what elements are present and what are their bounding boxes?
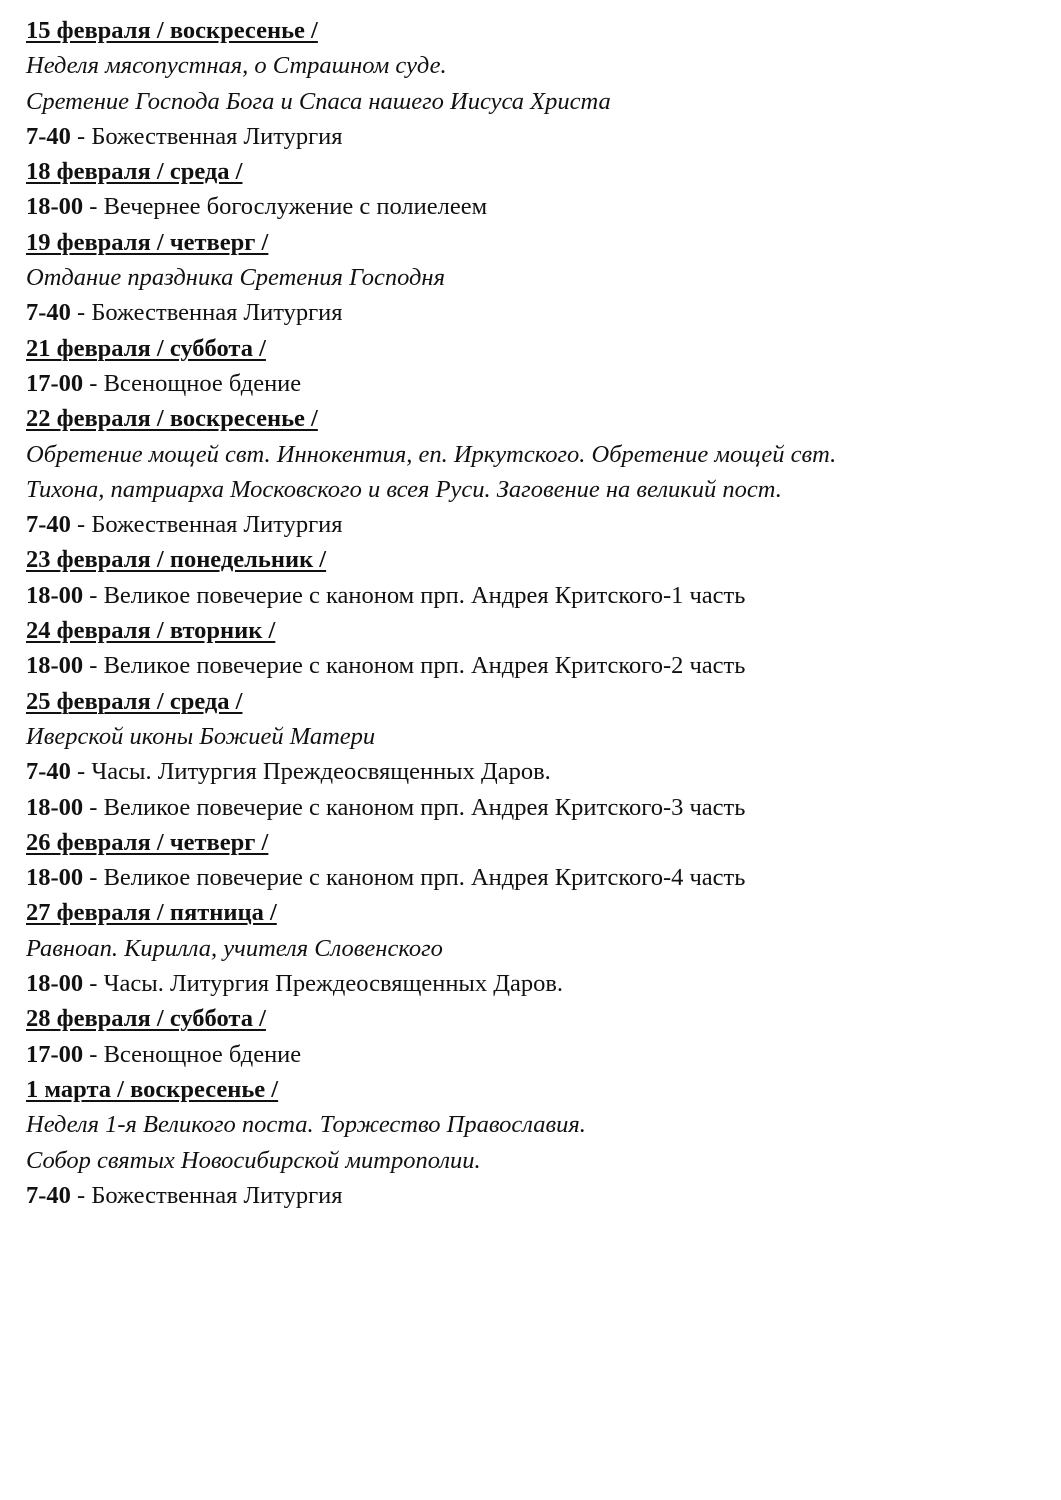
feast-description: Равноап. Кирилла, учителя Словенского [26,934,443,962]
date-heading: 15 февраля / воскресенье / [26,17,318,44]
service-time: 18-00 [26,652,84,680]
date-heading: 19 февраля / четверг / [26,228,269,256]
service-separator: - [83,369,104,397]
date-heading: 25 февраля / среда / [26,687,243,715]
service-time: 18-00 [26,193,84,221]
feast-description: Неделя 1-я Великого поста. Торжество Православия. [26,1111,586,1139]
service-title: Всенощное бдение [103,369,302,397]
service-line [26,790,1041,825]
service-line [26,1178,1041,1213]
day-entry [26,825,1041,896]
feast-description: Собор святых Новосибирской митрополии. [26,1146,481,1174]
day-entry [26,225,1041,331]
day-entry [26,895,1041,1001]
service-time: 18-00 [26,864,84,892]
service-line [26,754,1041,789]
service-time: 7-40 [26,122,71,150]
service-separator: - [70,1181,92,1209]
service-time: 7-40 [26,511,71,539]
feast-description: Сретение Господа Бога и Спаса нашего Иисуса Христа [26,87,611,115]
service-time: 18-00 [26,970,84,998]
service-title: Великое повечерие с каноном прп. Андрея Критского-2 часть [103,652,746,680]
feast-description: Неделя мясопустная, о Страшном суде. [26,52,447,80]
service-separator: - [83,793,104,821]
service-title: Вечернее богослужение с полиелеем [103,193,488,221]
service-separator: - [70,511,92,539]
service-separator: - [83,864,104,892]
service-title: Божественная Литургия [91,299,343,327]
service-line [26,507,1041,542]
service-title: Божественная Литургия [91,511,343,539]
date-heading: 23 февраля / понедельник / [26,546,327,574]
service-time: 18-00 [26,793,84,821]
service-time: 17-00 [26,369,84,397]
service-line [26,119,1041,154]
service-title: Великое повечерие с каноном прп. Андрея Критского-1 часть [103,581,746,609]
service-title: Божественная Литургия [91,1181,343,1209]
service-time: 7-40 [26,1181,71,1209]
service-title: Божественная Литургия [91,122,343,150]
service-line [26,860,1041,895]
day-entry [26,684,1041,825]
service-line [26,648,1041,683]
service-title: Часы. Литургия Преждеосвященных Даров. [103,970,564,998]
service-time: 18-00 [26,581,84,609]
feast-description: Обретение мощей свт. Иннокентия, еп. Иркутского. Обретение мощей свт. [26,440,837,468]
service-line [26,578,1041,613]
date-heading: 21 февраля / суббота / [26,334,266,362]
service-separator: - [83,193,104,221]
service-title: Великое повечерие с каноном прп. Андрея Критского-4 часть [103,864,746,892]
feast-description: Тихона, патриарха Московского и всея Руси. Заговение на великий пост. [26,475,782,503]
service-line [26,966,1041,1001]
day-entry [26,1072,1041,1213]
date-heading: 18 февраля / среда / [26,158,243,186]
day-entry [26,13,1041,154]
day-entry [26,331,1041,402]
service-separator: - [70,758,92,786]
service-separator: - [83,652,104,680]
date-heading: 1 марта / воскресенье / [26,1075,279,1103]
date-heading: 22 февраля / воскресенье / [26,405,318,433]
service-separator: - [83,970,104,998]
day-entry [26,1001,1041,1072]
service-line [26,366,1041,401]
date-heading: 24 февраля / вторник / [26,617,276,645]
service-time: 7-40 [26,299,71,327]
service-title: Часы. Литургия Преждеосвященных Даров. [91,758,551,786]
date-heading: 27 февраля / пятница / [26,899,277,927]
service-title: Всенощное бдение [103,1040,302,1068]
day-entry [26,154,1041,225]
service-line [26,295,1041,330]
service-separator: - [70,122,92,150]
service-line [26,1037,1041,1072]
service-separator: - [83,1040,104,1068]
service-time: 7-40 [26,758,71,786]
service-time: 17-00 [26,1040,84,1068]
day-entry [26,613,1041,684]
feast-description: Отдание праздника Сретения Господня [26,264,445,292]
service-separator: - [70,299,92,327]
day-entry [26,401,1041,542]
date-heading: 26 февраля / четверг / [26,828,269,856]
feast-description: Иверской иконы Божией Матери [26,722,376,750]
service-separator: - [83,581,104,609]
schedule-document [26,13,1041,1213]
day-entry [26,542,1041,613]
service-title: Великое повечерие с каноном прп. Андрея Критского-3 часть [103,793,746,821]
date-heading: 28 февраля / суббота / [26,1005,266,1033]
service-line [26,189,1041,224]
